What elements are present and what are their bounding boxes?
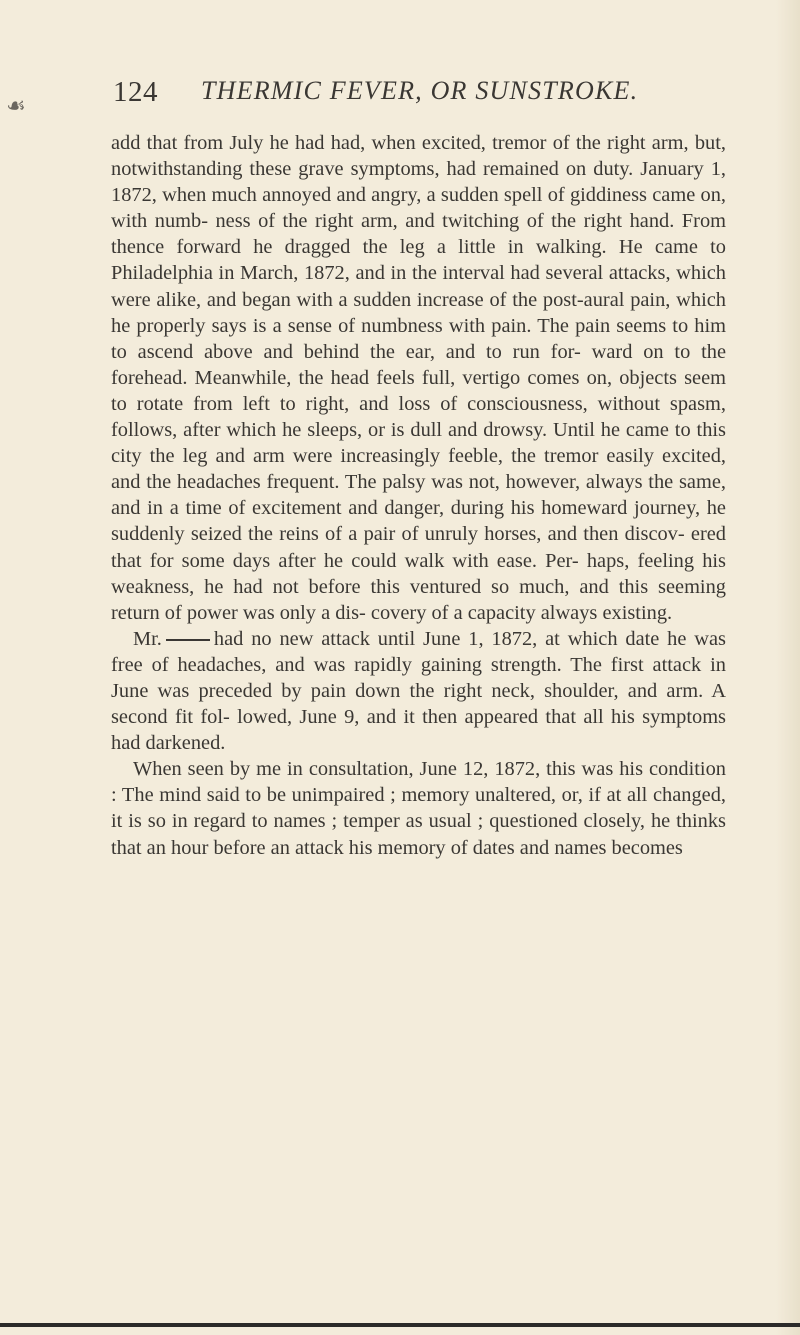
page-edge-shadow <box>776 0 800 1335</box>
bottom-rule <box>0 1323 800 1327</box>
paragraph-1: add that from July he had had, when excited, tremor of the right arm, but, notwithstanding these grave symptoms, had remained on duty. January 1, 1872, when much annoyed and angry, a sudden spell of giddiness came on, with numb- ness of the right arm, and twitching of the right hand. From thence forward he dragged the leg a little in walking. He came to Philadelphia in March, 1872, and in the interval had several attacks, which were alike, and began with a sudden increase of the post-aural pain, which he properly says is a sense of numbness with pain. The pain seems to him to ascend above and behind the ear, and to run for- ward on to the forehead. Meanwhile, the head feels full, vertigo comes on, objects seem to rotate from left to right, and loss of consciousness, without spasm, follows, after which he sleeps, or is dull and drowsy. Until he came to this city the leg and arm were increasingly feeble, the tremor easily excited, and the headaches frequent. The palsy was not, however, always the same, and in a time of excitement and danger, during his homeward journey, he suddenly seized the reins of a pair of unruly horses, and then discov- ered that for some days after he could walk with ease. Per- haps, feeling his weakness, he had not before this ventured so much, and this seeming return of power was only a dis- covery of a capacity always existing. <box>111 132 726 624</box>
paragraph-2-rest: had no new attack until June 1, 1872, at which date he was free of headaches, and was rapidly gaining strength. The first attack in June was preceded by pain down the right neck, shoulder, and arm. A second fit fol- lowed, June 9, and it then appeared that all his symptoms had darkened. <box>111 627 726 755</box>
body-text <box>111 130 726 861</box>
page-number: 124 <box>113 76 158 108</box>
name-omission-dash <box>166 639 210 640</box>
page-header <box>113 76 733 116</box>
paragraph-2-start: Mr. <box>133 627 162 650</box>
paragraph-2 <box>111 626 726 756</box>
running-title: THERMIC FEVER, OR SUNSTROKE. <box>201 76 639 105</box>
paragraph-3: When seen by me in consultation, June 12, 1872, this was his condition : The mind said to be unimpaired ; memory unaltered, or, if at all changed, it is so in regard to names ; temper as usual ; questioned closely, he thinks that an hour before an attack his memory of dates and names becomes <box>111 758 726 859</box>
hand-pointer-mark-icon: ☙ <box>6 94 26 119</box>
